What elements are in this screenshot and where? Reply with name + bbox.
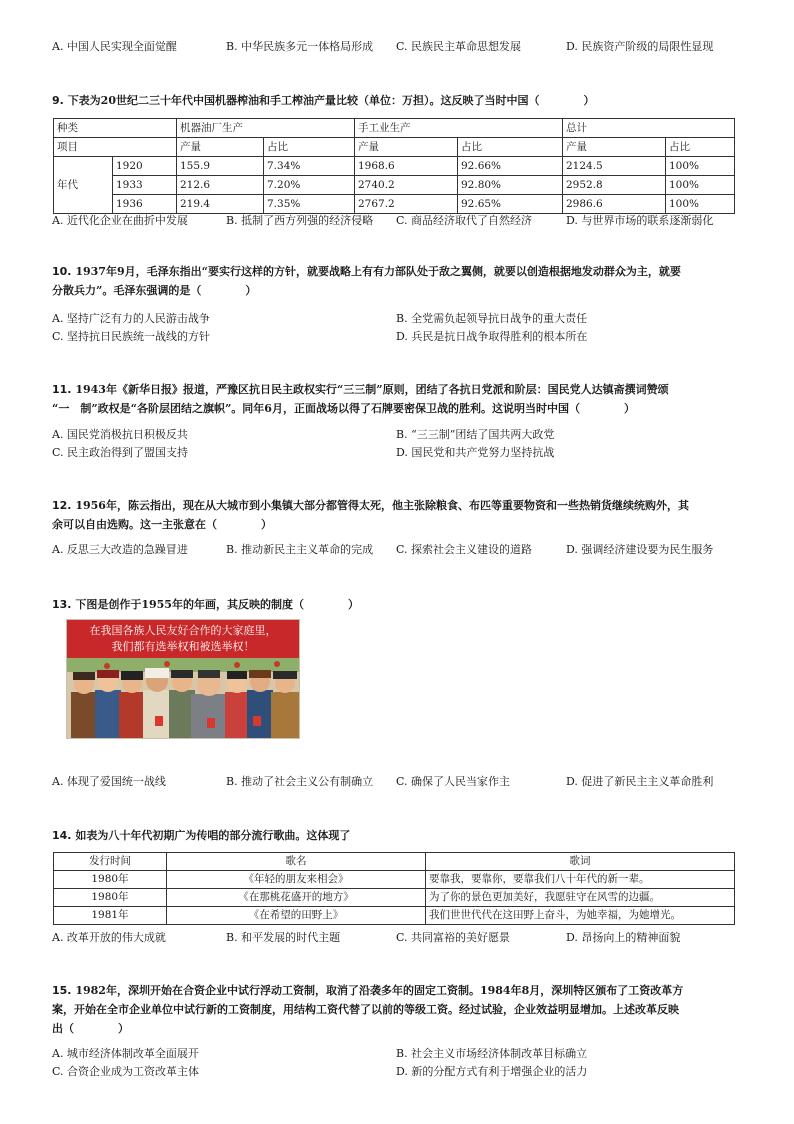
table-cell: 2767.2 [355,195,458,214]
q9-option-d[interactable]: D. 与世界市场的联系逐渐弱化 [566,214,714,227]
table-cell: 100% [666,195,735,214]
q14-option-d[interactable]: D. 昂扬向上的精神面貌 [566,931,681,944]
table-header: 种类 [54,119,177,138]
table-cell: 92.65% [458,195,563,214]
table-cell: 2952.8 [563,176,666,195]
banner-text: 在我国各族人民友好合作的大家庭里， [89,624,277,637]
table-row [54,157,735,176]
q12-stem [52,496,689,534]
question-text: 1937年9月，毛泽东指出“要实行这样的方针，就要战略上有有力部队处于敌之翼侧，就要以创造根据地发动群众为主，就要 [75,265,681,278]
q14-option-c[interactable]: C. 共同富裕的美好愿景 [396,931,511,944]
q12-option-b[interactable]: B. 推动新民主主义革命的完成 [226,543,374,556]
table-row [54,871,735,889]
table-cell: 2124.5 [563,157,666,176]
table-header: 发行时间 [54,853,167,871]
q12-option-c[interactable]: C. 探索社会主义建设的道路 [396,543,533,556]
table-cell: 219.4 [177,195,264,214]
q9-option-b[interactable]: B. 抵制了西方列强的经济侵略 [226,214,374,227]
q13-option-a[interactable]: A. 体现了爱国统一战线 [52,775,166,788]
question-text: 出（ ） [52,1022,129,1035]
table-header: 手工业生产 [355,119,563,138]
table-cell: 1920 [113,157,177,176]
q11-stem [52,380,669,418]
table-cell: 7.20% [264,176,355,195]
q11-option-b[interactable]: B. “三三制”团结了国共两大政党 [396,428,555,441]
question-text: 1982年，深圳开始在合资企业中试行浮动工资制，取消了沿袭多年的固定工资制。1984年8月，深圳特区颁布了工资改革方 [75,984,684,997]
q14-option-a[interactable]: A. 改革开放的伟大成就 [52,931,166,944]
q9-option-a[interactable]: A. 近代化企业在曲折中发展 [52,214,188,227]
table-cell: 7.34% [264,157,355,176]
table-subheader: 产量 [355,138,458,157]
q15-option-a[interactable]: A. 城市经济体制改革全面展开 [52,1047,199,1060]
people-illustration [67,620,299,738]
q8-option-b[interactable]: B. 中华民族多元一体格局形成 [226,40,374,53]
table-cell: 100% [666,176,735,195]
table-cell: 我们世世代代在这田野上奋斗，为她幸福，为她增光。 [426,907,735,925]
question-number: 14. [52,829,72,842]
q11-option-a[interactable]: A. 国民党消极抗日积极反共 [52,428,188,441]
q14-stem [52,826,350,845]
q10-option-b[interactable]: B. 全党需负起领导抗日战争的重大责任 [396,312,588,325]
q14-option-b[interactable]: B. 和平发展的时代主题 [226,931,341,944]
table-cell: 要靠我，要靠你，要靠我们八十年代的新一辈。 [426,871,735,889]
table-row [54,195,735,214]
question-text: 1956年，陈云指出，现在从大城市到小集镇大部分都管得太死，他主张除粮食、布匹等重要物资和一些热销货继续统购外，其 [75,499,689,512]
q13-option-c[interactable]: C. 确保了人民当家作主 [396,775,511,788]
q10-stem [52,262,681,300]
q9-option-c[interactable]: C. 商品经济取代了自然经济 [396,214,533,227]
table-cell: 1936 [113,195,177,214]
question-text: 分散兵力”。毛泽东强调的是（ ） [52,284,257,297]
table-subheader: 项目 [54,138,177,157]
question-text: 下表为20世纪二三十年代中国机器榨油和手工榨油产量比较（单位：万担）。这反映了当时中国（ ） [67,94,595,107]
question-text: 如表为八十年代初期广为传唱的部分流行歌曲。这体现了 [75,829,351,842]
q15-option-b[interactable]: B. 社会主义市场经济体制改革目标确立 [396,1047,588,1060]
q10-option-a[interactable]: A. 坚持广泛有力的人民游击战争 [52,312,210,325]
q8-option-d[interactable]: D. 民族资产阶级的局限性显现 [566,40,714,53]
table-cell: 1980年 [54,871,167,889]
table-subheader: 占比 [458,138,563,157]
table-row [54,907,735,925]
table-cell: 1968.6 [355,157,458,176]
table-cell: 155.9 [177,157,264,176]
question-number: 9. [52,94,64,107]
q13-option-d[interactable]: D. 促进了新民主主义革命胜利 [566,775,714,788]
table-cell: 7.35% [264,195,355,214]
q15-option-c[interactable]: C. 合资企业成为工资改革主体 [52,1065,200,1078]
table-row [54,176,735,195]
table-row [54,889,735,907]
table-header: 总计 [563,119,735,138]
table-cell: 《在那桃花盛开的地方》 [167,889,426,907]
banner-text: 我们都有选举权和被选举权！ [111,640,255,653]
table-subheader: 产量 [563,138,666,157]
new-year-painting-image [66,619,300,739]
q15-stem [52,981,683,1038]
question-number: 10. [52,265,72,278]
table-cell: 2986.6 [563,195,666,214]
q12-option-d[interactable]: D. 强调经济建设要为民生服务 [566,543,714,556]
q10-option-d[interactable]: D. 兵民是抗日战争取得胜利的根本所在 [396,330,588,343]
q11-option-d[interactable]: D. 国民党和共产党努力坚持抗战 [396,446,555,459]
table-cell: 2740.2 [355,176,458,195]
question-number: 13. [52,598,72,611]
table-cell: 92.66% [458,157,563,176]
q8-option-c[interactable]: C. 民族民主革命思想发展 [396,40,522,53]
question-text: 余可以自由选购。这一主张意在（ ） [52,518,272,531]
q9-stem [52,91,595,110]
q15-option-d[interactable]: D. 新的分配方式有利于增强企业的活力 [396,1065,588,1078]
table-header: 歌词 [426,853,735,871]
question-number: 12. [52,499,72,512]
q10-option-c[interactable]: C. 坚持抗日民族统一战线的方针 [52,330,211,343]
q12-option-a[interactable]: A. 反思三大改造的急躁冒进 [52,543,188,556]
table-cell: 212.6 [177,176,264,195]
q13-stem [52,595,359,614]
table-cell: 1980年 [54,889,167,907]
question-number: 15. [52,984,72,997]
table-subheader: 占比 [264,138,355,157]
q13-option-b[interactable]: B. 推动了社会主义公有制确立 [226,775,374,788]
question-text: 1943年《新华日报》报道，严豫区抗日民主政权实行“三三制”原则，团结了各抗日党派和阶层：国民党人达镇斋撰词赞颂 [75,383,669,396]
q9-data-table [53,118,735,214]
table-cell: 为了你的景色更加美好，我愿驻守在风雪的边疆。 [426,889,735,907]
table-header: 歌名 [167,853,426,871]
table-cell: 100% [666,157,735,176]
table-subheader: 占比 [666,138,735,157]
table-cell: 《年轻的朋友来相会》 [167,871,426,889]
q11-option-c[interactable]: C. 民主政治得到了盟国支持 [52,446,189,459]
question-text: “一 制”政权是“各阶层团结之旗帜”。同年6月，正面战场以得了石牌要密保卫战的胜利。这说明当时中国（ ） [52,402,635,415]
table-cell: 《在希望的田野上》 [167,907,426,925]
table-header: 机器油厂生产 [177,119,355,138]
question-text: 案，开始在全市企业单位中试行新的工资制度，用结构工资代替了以前的等级工资。经过试验，企业效益明显增加。上述改革反映 [52,1003,679,1016]
question-text: 下图是创作于1955年的年画，其反映的制度（ ） [75,598,359,611]
row-label: 年代 [54,157,113,214]
question-number: 11. [52,383,72,396]
q8-option-a[interactable]: A. 中国人民实现全面觉醒 [52,40,177,53]
table-cell: 1981年 [54,907,167,925]
q14-song-table [53,852,735,925]
table-cell: 92.80% [458,176,563,195]
table-cell: 1933 [113,176,177,195]
table-subheader: 产量 [177,138,264,157]
